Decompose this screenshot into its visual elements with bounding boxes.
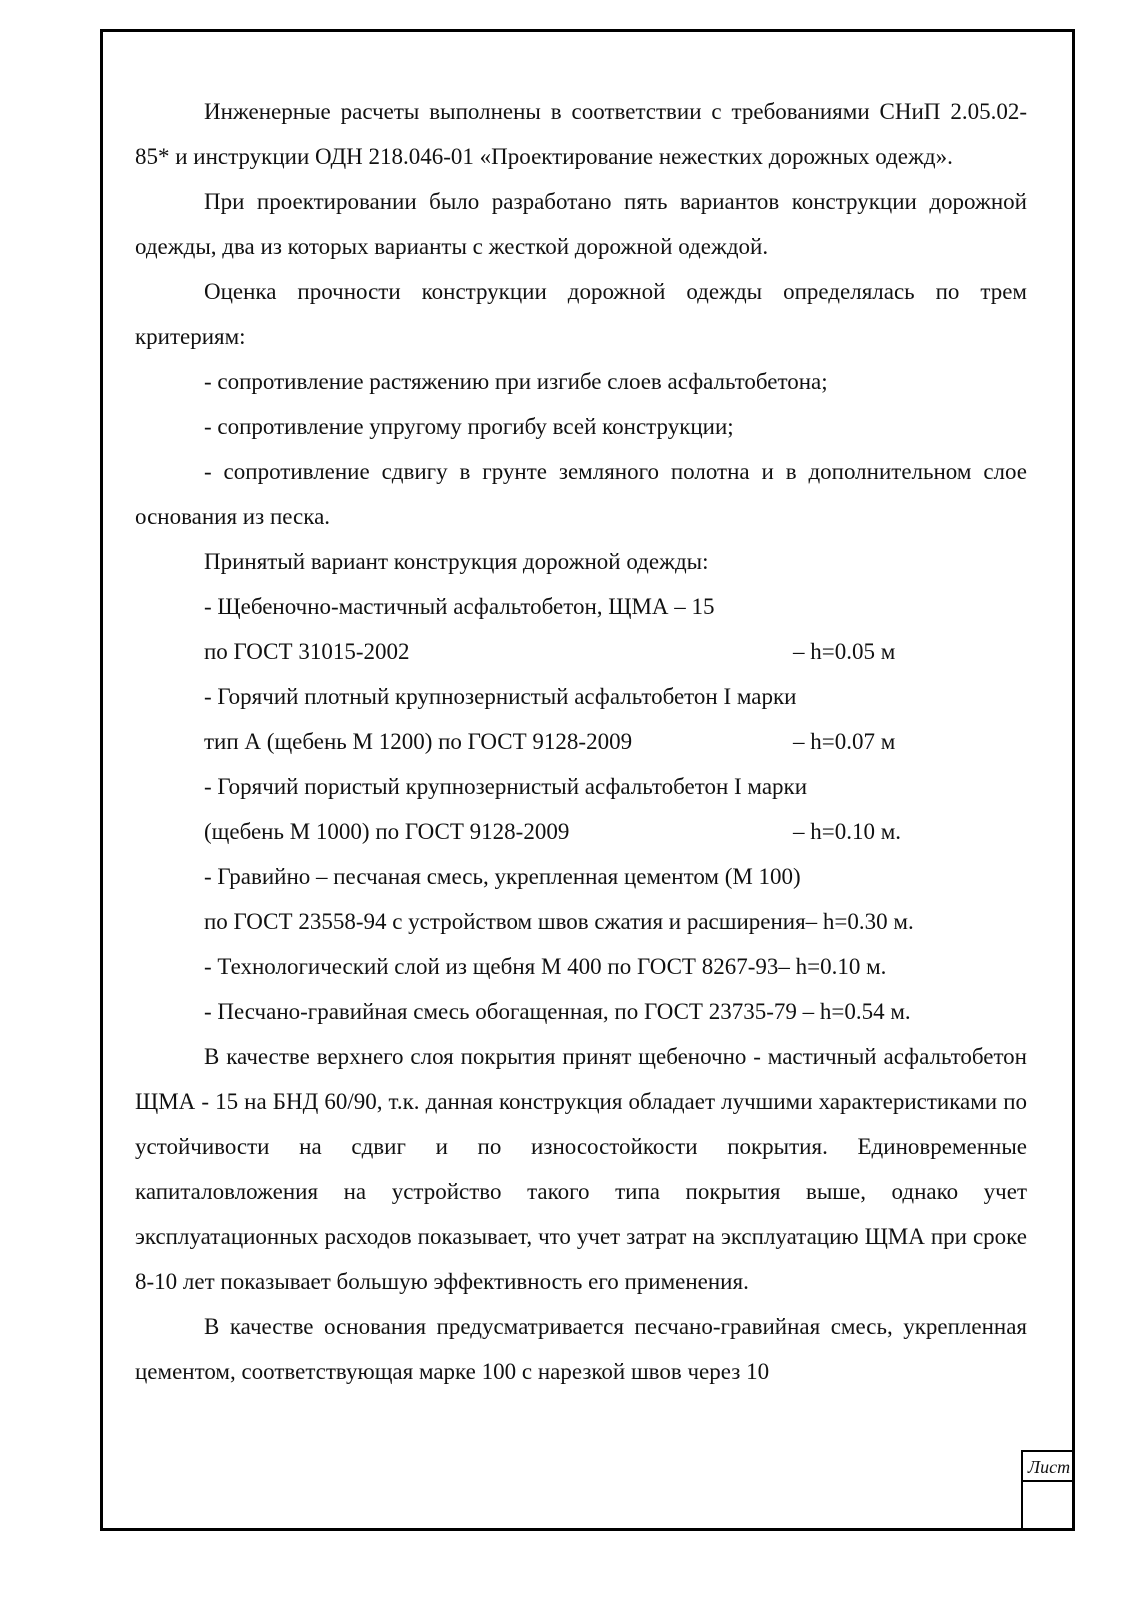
layer-title: - Горячий пористый крупнозернистый асфальтобетон I марки	[204, 774, 808, 799]
layer-line: - Песчано-гравийная смесь обогащенная, по ГОСТ 23735-79 – h=0.54 м.	[204, 999, 911, 1024]
criterion-item: - сопротивление сдвигу в грунте земляного полотна и в дополнительном слое основания из песка.	[135, 459, 1027, 529]
layer-title: - Горячий плотный крупнозернистый асфальтобетон I марки	[204, 684, 797, 709]
layer-thickness: – h=0.05 м	[793, 639, 896, 664]
paragraph-criteria: Оценка прочности конструкции дорожной одежды определялась по трем критериям:	[135, 279, 1027, 349]
paragraph-accepted-variant: Принятый вариант конструкция дорожной одежды:	[204, 549, 709, 574]
sheet-label: Лист	[1023, 1452, 1075, 1482]
layer-title: - Щебеночно-мастичный асфальтобетон, ЩМА – 15	[204, 594, 715, 619]
layer-standard: по ГОСТ 31015-2002	[204, 639, 410, 664]
paragraph-top-layer: В качестве верхнего слоя покрытия принят щебеночно - мастичный асфальтобетон ЩМА - 15 на БНД 60/90, т.к. данная конструкция обладает лучшими характеристиками по устойчивости на сдвиг и по износостойкости покрытия. Единовременные капиталовложения на устройство такого типа покрытия выше, однако учет эксплуатационных расходов показывает, что учет затрат на эксплуатацию ЩМА при сроке 8-10 лет показывает большую эффективность его применения.	[135, 1044, 1027, 1294]
criterion-item: - сопротивление упругому прогибу всей конструкции;	[204, 414, 734, 439]
layer-thickness: – h=0.07 м	[793, 729, 896, 754]
layer-standard: (щебень М 1000) по ГОСТ 9128-2009	[204, 819, 570, 844]
criterion-item: - сопротивление растяжению при изгибе слоев асфальтобетона;	[204, 369, 828, 394]
document-body	[135, 89, 1027, 1394]
paragraph-intro: Инженерные расчеты выполнены в соответствии с требованиями СНиП 2.05.02-85* и инструкции ОДН 218.046-01 «Проектирование нежестких дорожных одежд».	[135, 99, 1027, 169]
layer-spec-row	[135, 719, 1027, 764]
layer-thickness: – h=0.10 м.	[793, 819, 902, 844]
paragraph-variants: При проектировании было разработано пять вариантов конструкции дорожной одежды, два из которых варианты с жесткой дорожной одеждой.	[135, 189, 1027, 259]
title-block-sheet	[1021, 1450, 1075, 1531]
layer-spec-line: по ГОСТ 23558-94 с устройством швов сжатия и расширения– h=0.30 м.	[204, 909, 914, 934]
layer-spec-row	[135, 629, 1027, 674]
layer-title: - Гравийно – песчаная смесь, укрепленная цементом (М 100)	[204, 864, 801, 889]
layer-spec-row	[135, 809, 1027, 854]
layer-line: - Технологический слой из щебня М 400 по ГОСТ 8267-93– h=0.10 м.	[204, 954, 887, 979]
layer-standard: тип А (щебень М 1200) по ГОСТ 9128-2009	[204, 729, 633, 754]
paragraph-base: В качестве основания предусматривается песчано-гравийная смесь, укрепленная цементом, соответствующая марке 100 с нарезкой швов через 10	[135, 1314, 1027, 1384]
